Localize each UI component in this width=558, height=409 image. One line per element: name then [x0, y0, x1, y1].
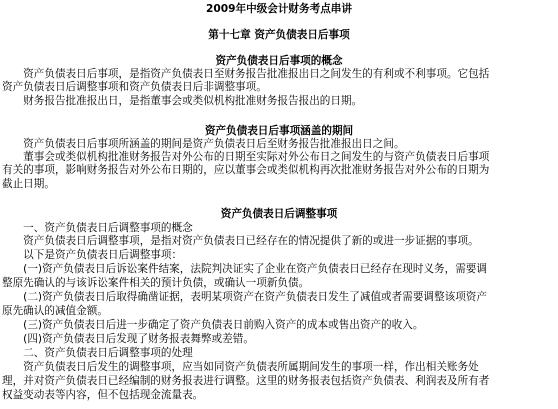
paragraph-line: 二、资产负债表日后调整事项的处理 [2, 347, 193, 359]
paragraph-line: 以下是资产负债表日后调整事项： [2, 249, 183, 261]
document-title: 2009年中级会计财务考点串讲 [205, 3, 352, 15]
paragraph-line: 一、资产负债表日后调整事项的概念 [2, 222, 193, 234]
paragraph-line: 理，并对资产负债表日已经编制的财务报表进行调整。这里的财务报表包括资产负债表、利润表及所有者 [2, 375, 490, 387]
paragraph-line: 整原先确认的与该诉讼案件相关的预计负债，或确认一项新负债。 [2, 277, 310, 289]
paragraph-line: (一)资产负债表日后诉讼案件结案，法院判决证实了企业在资产负债表日已经存在现时义务，需要调 [2, 263, 487, 275]
section-heading-adjusting-events: 资产负债表日后调整事项 [220, 208, 338, 220]
paragraph-line: (三)资产负债表日后进一步确定了资产负债表日前购入资产的成本或售出资产的收入。 [2, 319, 424, 331]
paragraph-line: 财务报告批准报出日，是指董事会或类似机构批准财务报告报出的日期。 [2, 95, 363, 107]
paragraph-line: (二)资产负债表日后取得确凿证据，表明某项资产在资产负债表日发生了减值或者需要调整该项资产 [2, 291, 487, 303]
section-heading-period: 资产负债表日后事项涵盖的期间 [204, 125, 354, 137]
paragraph-line: 董事会或类似机构批准财务报告对外公布的日期至实际对外公布日之间发生的与资产负债表日后事项 [2, 151, 490, 163]
section-heading-concept: 资产负债表日后事项的概念 [215, 55, 343, 67]
paragraph-line: 资产负债表日后发生的调整事项，应当如同资产负债表所属期间发生的事项一样，作出相关账务处 [2, 361, 479, 373]
paragraph-line: 权益变动表等内容，但不包括现金流量表。 [2, 389, 204, 401]
paragraph-line: 原先确认的减值金额。 [2, 305, 108, 317]
paragraph-line: 资产负债表日后事项，是指资产负债表日至财务报告批准报出日之间发生的有利或不利事项。它包括 [2, 68, 490, 80]
paragraph-line: 资产负债表日后事项所涵盖的期间是资产负债表日后至财务报告批准报出日之间。 [2, 138, 405, 150]
paragraph-line: 资产负债表日后调整事项，是指对资产负债表日已经存在的情况提供了新的或进一步证据的事项。 [2, 235, 479, 247]
paragraph-line: 资产负债表日后调整事项和资产负债表日后非调整事项。 [2, 81, 267, 93]
paragraph-line: 有关的事项，影响财务报告对外公布日期的，应以董事会或类似机构再次批准财务报告对外公布的日期为 [2, 164, 490, 176]
paragraph-line: 截止日期。 [2, 178, 55, 190]
chapter-title: 第十七章 资产负债表日后事项 [208, 29, 350, 41]
paragraph-line: (四)资产负债表日后发现了财务报表舞弊或差错。 [2, 333, 254, 345]
